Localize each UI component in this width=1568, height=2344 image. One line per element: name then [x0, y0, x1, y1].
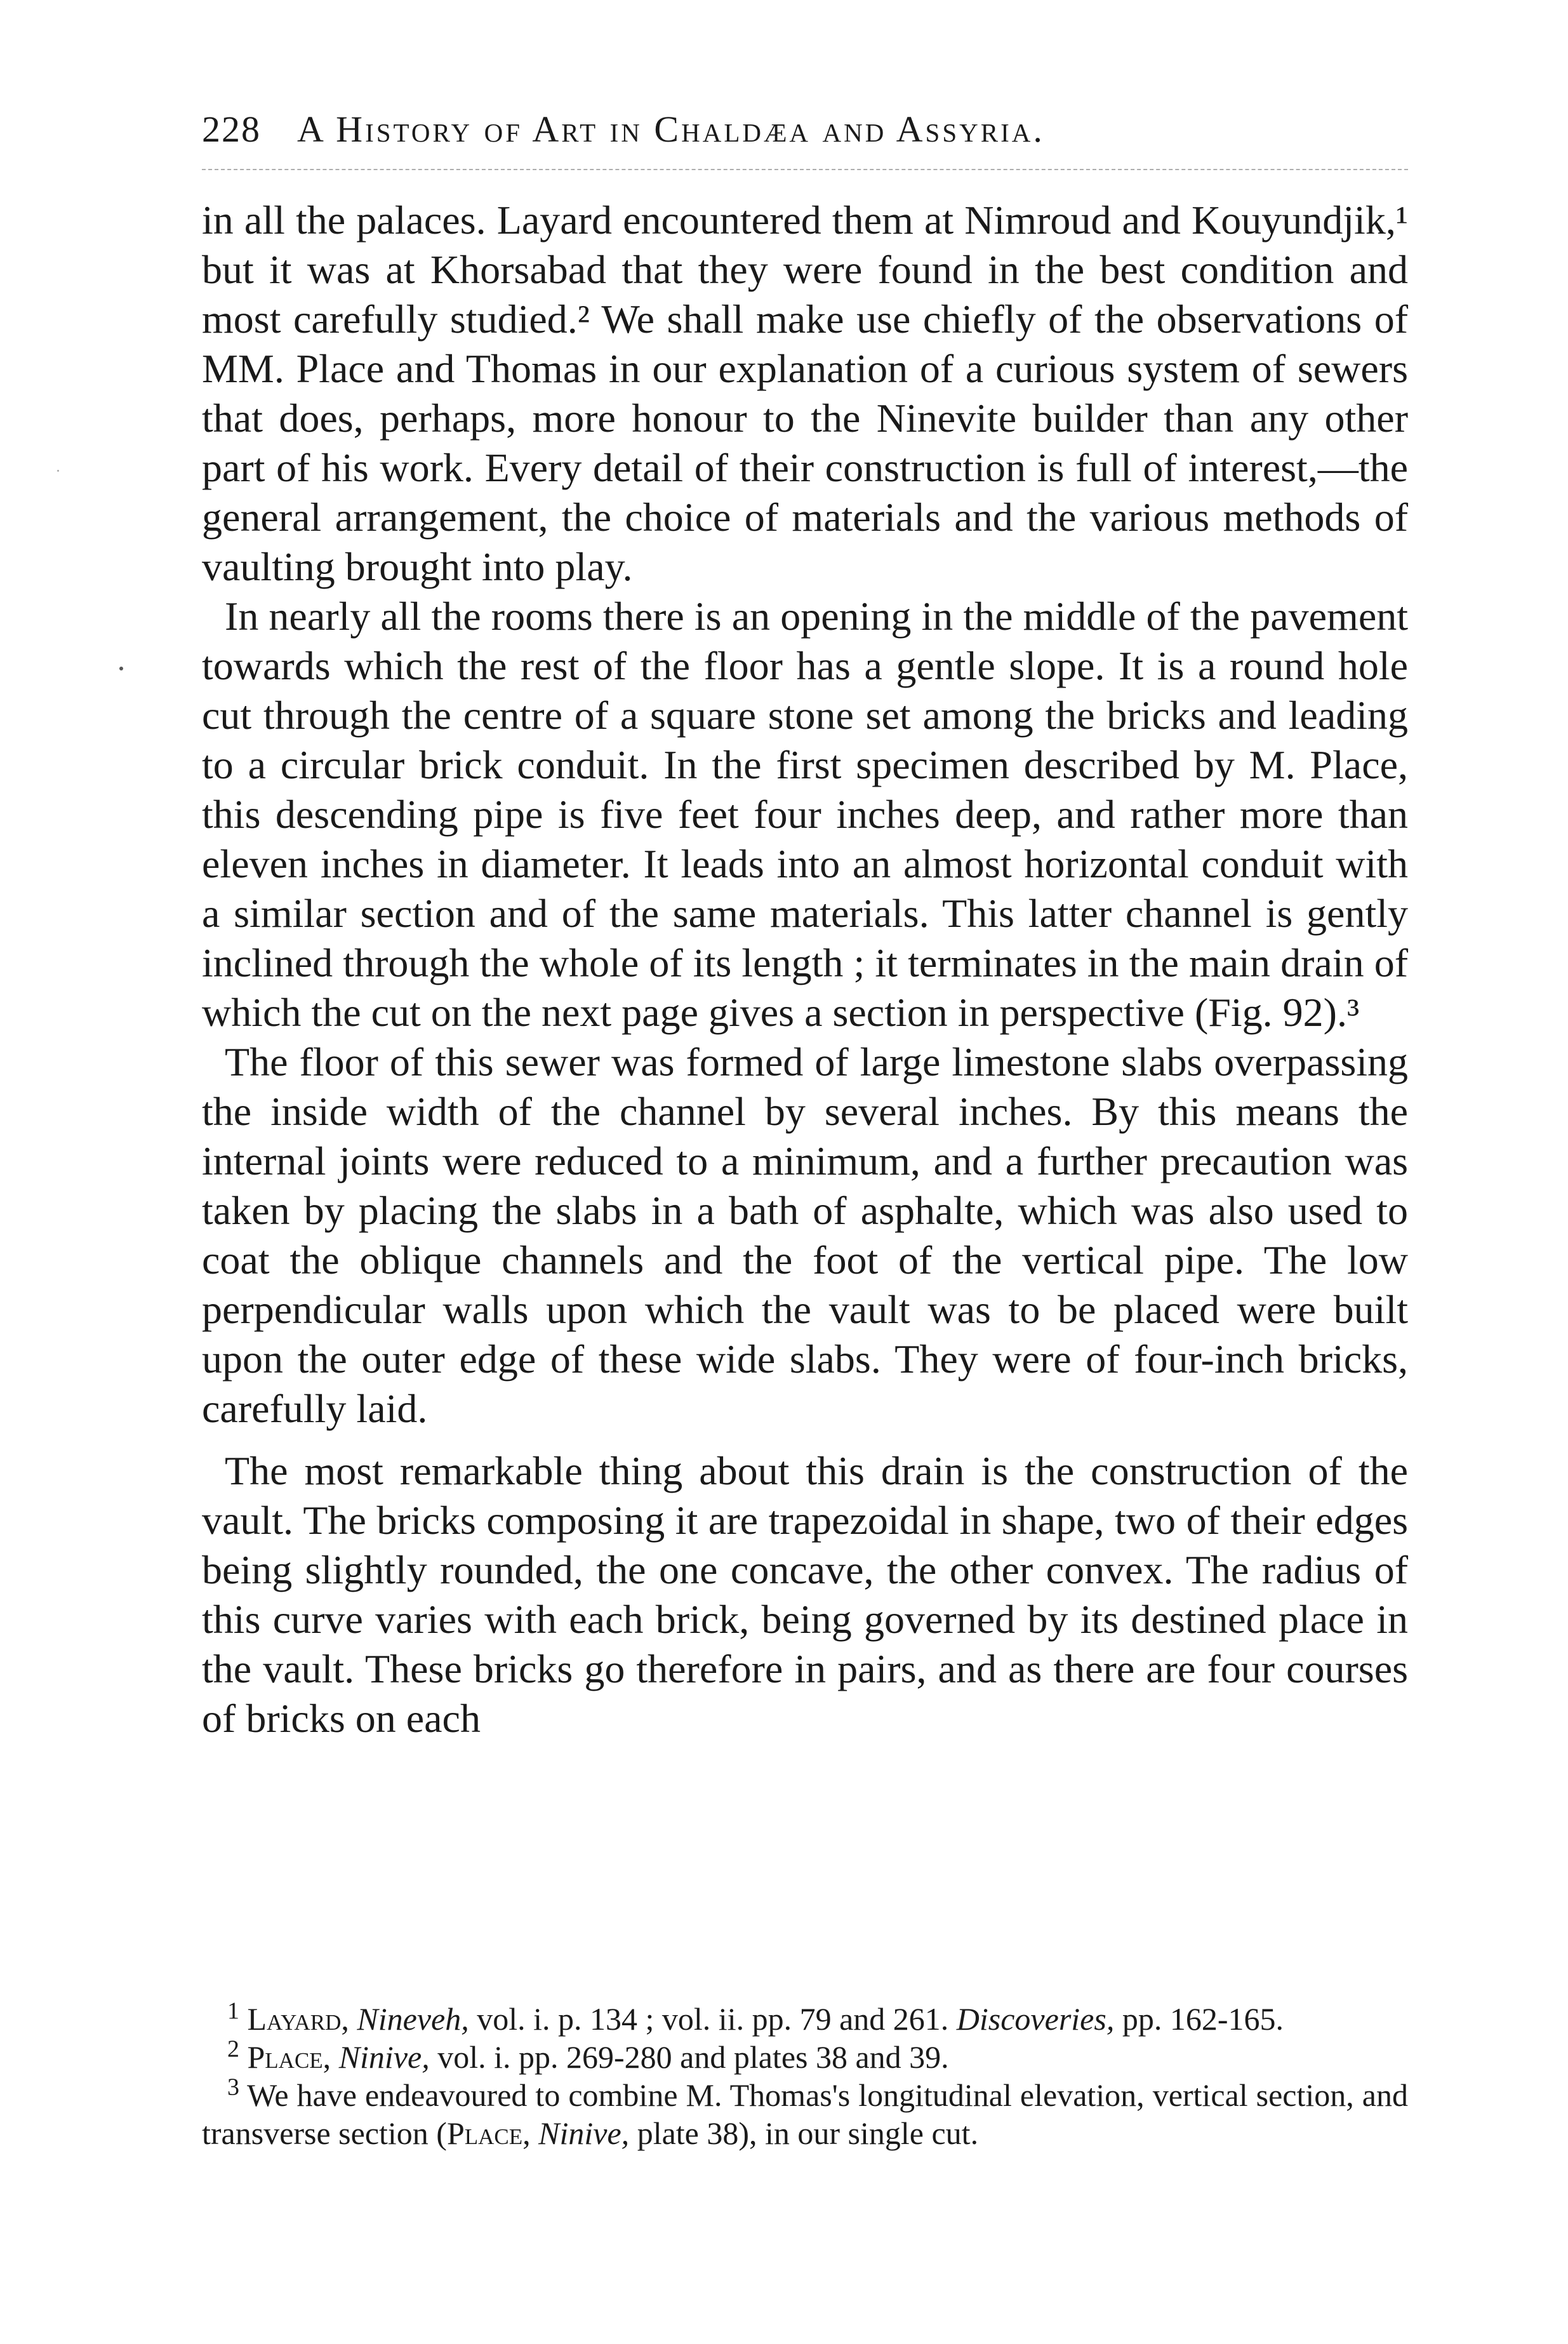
paragraph: The floor of this sewer was formed of large limestone slabs overpassing the inside width of the channel by several inches. By this means the internal joints were reduced to a minimum, and a further precaution was taken by placing the slabs in a bath of asphalte, which was also used to coat the oblique channels and the foot of the vertical pipe. The low perpendicular walls upon which the vault was to be placed were built upon the outer edge of these wide slabs. They were of four-inch bricks, carefully laid. [202, 1039, 1408, 1431]
footnote-marker: 3 [227, 2074, 239, 2101]
footnote-1 [202, 1997, 1408, 2038]
footnote-author: Layard, [247, 2001, 349, 2037]
footnote-2 [202, 2035, 1408, 2076]
body-text [202, 196, 1408, 1743]
footnote-marker: 1 [227, 1997, 239, 2025]
header-rule [202, 169, 1408, 170]
scan-speck [57, 470, 59, 472]
footnote-author: Place, [446, 2115, 531, 2151]
footnote-3 [202, 2076, 1408, 2152]
footnote-work-title: Ninive, [338, 2039, 430, 2075]
footnotes [202, 1997, 1408, 2152]
footnote-text: vol. i. p. 134 ; vol. ii. pp. 79 and 261. [468, 2001, 957, 2037]
running-title: A History of Art in Chaldæa and Assyria. [297, 109, 1045, 150]
running-head [202, 108, 1408, 165]
footnote-work-title: Discoveries, [956, 2001, 1115, 2037]
footnote-work-title: Ninive, [538, 2115, 630, 2151]
paragraph: in all the palaces. Layard encountered them at Nimroud and Kouyundjik,¹ but it was at Khorsabad that they were found in the best condition and most carefully studied.² We shall make use chiefly of the observations of MM. Place and Thomas in our explanation of a curious system of sewers that does, perhaps, more honour to the Ninevite builder than any other part of his work. Every detail of their construction is full of interest,—the general arrangement, the choice of materials and the various methods of vaulting brought into play. [202, 197, 1408, 589]
footnote-text: pp. 162-165. [1114, 2001, 1284, 2037]
footnote-work-title: Nineveh, [357, 2001, 469, 2037]
footnote-text: We have endeavoured to combine M. Thomas's longitudinal elevation, vertical section, and transverse section ( [202, 2077, 1408, 2151]
book-page [202, 108, 1408, 1743]
paragraph: In nearly all the rooms there is an opening in the middle of the pavement towards which the rest of the floor has a gentle slope. It is a round hole cut through the centre of a square stone set among the bricks and leading to a circular brick conduit. In the first specimen described by M. Place, this descending pipe is five feet four inches deep, and rather more than eleven inches in diameter. It leads into an almost horizontal conduit with a similar section and of the same materials. This latter channel is gently inclined through the whole of its length ; it terminates in the main drain of which the cut on the next page gives a section in perspective (Fig. 92).³ [202, 594, 1408, 1035]
page-number: 228 [202, 109, 261, 150]
footnote-text: plate 38), in our single cut. [629, 2115, 979, 2151]
footnote-marker: 2 [227, 2035, 239, 2063]
paragraph: The most remarkable thing about this drain is the construction of the vault. The bricks composing it are trapezoidal in shape, two of their edges being slightly rounded, the one concave, the other convex. The radius of this curve varies with each brick, being governed by its destined place in the vault. These bricks go therefore in pairs, and as there are four courses of bricks on each [202, 1448, 1408, 1741]
scan-speck [119, 667, 123, 670]
footnote-author: Place, [247, 2039, 331, 2075]
footnote-text: vol. i. pp. 269-280 and plates 38 and 39. [429, 2039, 949, 2075]
